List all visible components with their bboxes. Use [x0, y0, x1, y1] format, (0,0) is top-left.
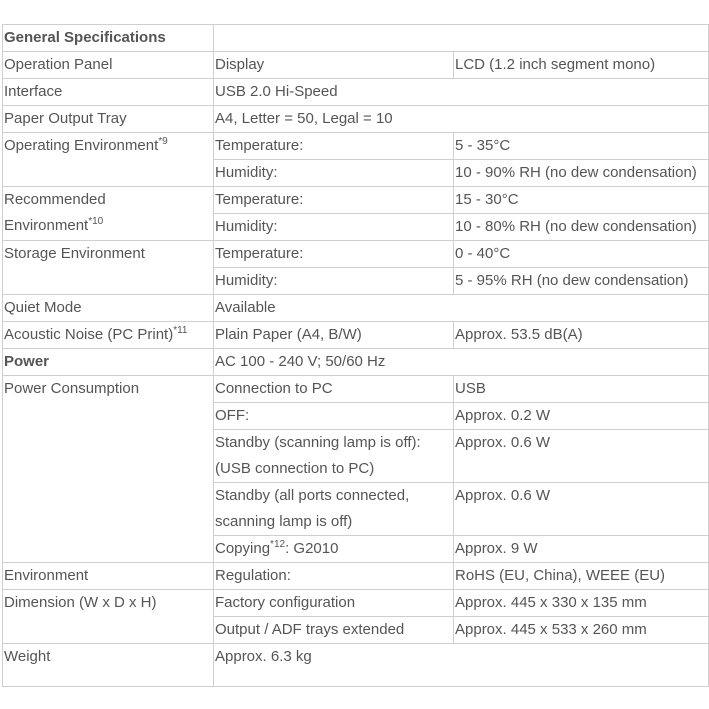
spec-value: USB 2.0 Hi-Speed: [214, 79, 709, 106]
table-row: [3, 241, 709, 268]
label-text: Recommended: [4, 191, 106, 208]
spec-value: Available: [214, 295, 709, 322]
row-label: [3, 133, 214, 187]
spec-value: Approx. 0.2 W: [454, 403, 709, 430]
key-line: Standby (scanning lamp is off):: [215, 434, 421, 451]
spec-key: Temperature:: [214, 187, 454, 214]
section-title: General Specifications: [3, 25, 214, 52]
row-label: Operation Panel: [3, 52, 214, 79]
label-text: Operating Environment: [4, 137, 159, 154]
row-label: Interface: [3, 79, 214, 106]
spec-value: 15 - 30°C: [454, 187, 709, 214]
spec-value: Approx. 6.3 kg: [214, 644, 709, 687]
spec-value: A4, Letter = 50, Legal = 10: [214, 106, 709, 133]
spec-key: Output / ADF trays extended: [214, 617, 454, 644]
table-row: [3, 376, 709, 403]
key-line: Standby (all ports connected,: [215, 487, 410, 504]
spec-value: Approx. 9 W: [454, 536, 709, 563]
table-row: [3, 644, 709, 687]
spec-value: RoHS (EU, China), WEEE (EU): [454, 563, 709, 590]
spec-key: [214, 430, 454, 483]
key-line: scanning lamp is off): [215, 513, 353, 530]
spec-key: [214, 483, 454, 536]
row-label: [3, 187, 214, 241]
spec-value: USB: [454, 376, 709, 403]
row-label: Power: [3, 349, 214, 376]
spec-key: Factory configuration: [214, 590, 454, 617]
key-text: : G2010: [285, 540, 339, 557]
spec-key: Humidity:: [214, 214, 454, 241]
spec-key: Regulation:: [214, 563, 454, 590]
table-row: [3, 295, 709, 322]
row-label: [3, 322, 214, 349]
spec-value: Approx. 0.6 W: [454, 430, 709, 483]
spec-key: Humidity:: [214, 160, 454, 187]
spec-key: Temperature:: [214, 133, 454, 160]
specifications-table: [2, 24, 709, 687]
spec-value: 5 - 35°C: [454, 133, 709, 160]
footnote-mark: *11: [173, 325, 188, 336]
row-label: Environment: [3, 563, 214, 590]
spec-key: Temperature:: [214, 241, 454, 268]
spec-key: Connection to PC: [214, 376, 454, 403]
label-text: Environment: [4, 217, 89, 234]
spec-value: LCD (1.2 inch segment mono): [454, 52, 709, 79]
spec-value: Approx. 0.6 W: [454, 483, 709, 536]
footnote-mark: *9: [158, 136, 168, 147]
table-row: [3, 79, 709, 106]
spec-key: Display: [214, 52, 454, 79]
row-label: Weight: [3, 644, 214, 687]
empty-cell: [214, 25, 709, 52]
row-label: Storage Environment: [3, 241, 214, 295]
spec-value: Approx. 445 x 330 x 135 mm: [454, 590, 709, 617]
spec-value: 10 - 90% RH (no dew condensation): [454, 160, 709, 187]
spec-value: 10 - 80% RH (no dew condensation): [454, 214, 709, 241]
table-row: [3, 563, 709, 590]
row-label: Power Consumption: [3, 376, 214, 563]
key-text: Copying: [215, 540, 271, 557]
spec-value: Approx. 53.5 dB(A): [454, 322, 709, 349]
spec-value: 0 - 40°C: [454, 241, 709, 268]
table-row: [3, 25, 709, 52]
spec-key: Humidity:: [214, 268, 454, 295]
key-line: (USB connection to PC): [215, 460, 375, 477]
row-label: Paper Output Tray: [3, 106, 214, 133]
label-text: Acoustic Noise (PC Print): [4, 326, 174, 343]
footnote-mark: *12: [270, 539, 286, 550]
spec-value: Approx. 445 x 533 x 260 mm: [454, 617, 709, 644]
footnote-mark: *10: [88, 216, 104, 227]
spec-value: 5 - 95% RH (no dew condensation): [454, 268, 709, 295]
table-row: [3, 187, 709, 214]
spec-key: Plain Paper (A4, B/W): [214, 322, 454, 349]
table-row: [3, 106, 709, 133]
table-row: [3, 52, 709, 79]
row-label: Dimension (W x D x H): [3, 590, 214, 644]
spec-key: [214, 536, 454, 563]
table-row: [3, 133, 709, 160]
spec-value: AC 100 - 240 V; 50/60 Hz: [214, 349, 709, 376]
table-row: [3, 349, 709, 376]
row-label: Quiet Mode: [3, 295, 214, 322]
table-row: [3, 322, 709, 349]
table-row: [3, 590, 709, 617]
spec-key: OFF:: [214, 403, 454, 430]
